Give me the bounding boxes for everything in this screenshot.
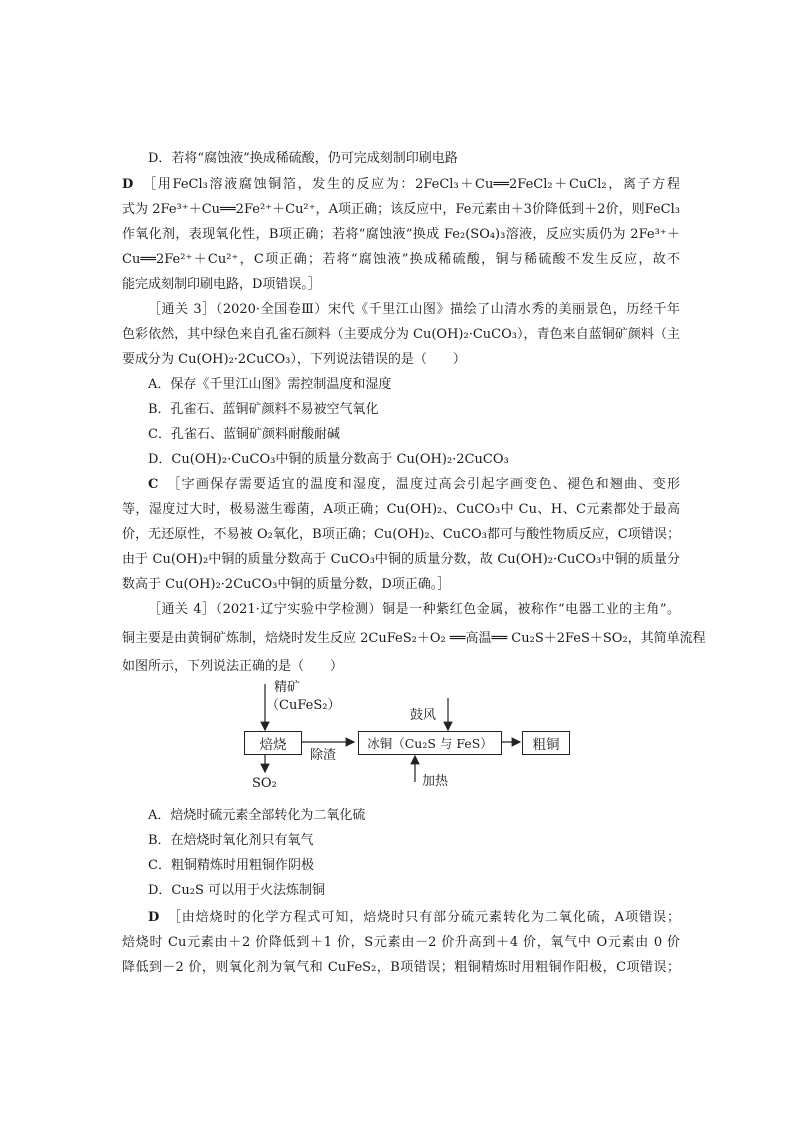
answer-q3-line-1: C ［字画保存需要适宜的温度和湿度，温度过高会引起字画变色、褪色和翘曲、变形 — [148, 477, 680, 492]
slag-label: 除渣 — [310, 748, 337, 763]
matte-box: 冰铜（Cu₂S 与 FeS） — [358, 731, 502, 755]
option-a-q4: A．焙烧时硫元素全部转化为二氧化硫 — [148, 808, 366, 823]
question-3-line-2: 色彩依然，其中绿色来自孔雀石颜料（主要成分为 Cu(OH)₂·CuCO₃），青色来自蓝铜矿颜料（主 — [122, 327, 680, 342]
ore-label: 精矿 — [274, 680, 301, 695]
answer-letter: D — [122, 177, 134, 192]
answer-q2-line-4: Cu══2Fe²⁺＋Cu²⁺，C项正确；若将“腐蚀液”换成稀硫酸，铜与稀硫酸不发生反应，故不 — [122, 252, 680, 267]
answer-q2-line-1: D ［用FeCl₃溶液腐蚀铜箔，发生的反应为：2FeCl₃＋Cu══2FeCl₂＋CuCl₂，离子方程 — [122, 177, 680, 192]
answer-q3-line-5: 数高于 Cu(OH)₂·2CuCO₃中铜的质量分数，D项正确。］ — [122, 577, 451, 592]
answer-q4-line-2: 焙烧时 Cu元素由＋2 价降低到＋1 价，S元素由－2 价升高到＋4 价，氧气中 O元素由 0 价 — [122, 935, 680, 950]
question-3-line-1: ［通关 3］（2020·全国卷Ⅲ）宋代《千里江山图》描绘了山清水秀的美丽景色，历经千年 — [148, 302, 680, 317]
question-4-line-2: 铜主要是由黄铜矿炼制，焙烧时发生反应 2CuFeS₂＋O₂ ══高温══ Cu₂S＋2FeS＋SO₂，其简单流程 — [122, 631, 706, 646]
answer-q2-line-3: 作氧化剂，表现氧化性，B项正确；若将“腐蚀液”换成 Fe₂(SO₄)₃溶液，反应实质仍为 2Fe³⁺＋ — [122, 227, 680, 242]
option-d-q2: D．若将“腐蚀液”换成稀硫酸，仍可完成刻制印刷电路 — [148, 151, 458, 166]
option-c-q3: C．孔雀石、蓝铜矿颜料耐酸耐碱 — [148, 427, 340, 442]
option-b-q3: B．孔雀石、蓝铜矿颜料不易被空气氧化 — [148, 402, 379, 417]
answer-q4-line-3: 降低到－2 价，则氧化剂为氧气和 CuFeS₂，B项错误；粗铜精炼时用粗铜作阳极，C项错误； — [122, 960, 680, 975]
answer-letter: C — [148, 477, 159, 492]
so2-label: SO₂ — [252, 776, 277, 791]
answer-q4-line-1: D ［由焙烧时的化学方程式可知，焙烧时只有部分硫元素转化为二氧化硫，A项错误； — [148, 910, 680, 925]
question-3-line-3: 要成分为 Cu(OH)₂·2CuCO₃），下列说法错误的是（ ） — [122, 352, 466, 367]
answer-q3-line-2: 等，湿度过大时，极易滋生霉菌，A项正确；Cu(OH)₂、CuCO₃中 Cu、H、C元素都处于最高 — [122, 502, 680, 517]
option-b-q4: B．在焙烧时氧化剂只有氧气 — [148, 833, 314, 848]
question-4-line-3: 如图所示，下列说法正确的是（ ） — [122, 659, 344, 674]
crude-copper-box: 粗铜 — [522, 731, 570, 755]
answer-q3-line-4: 由于 Cu(OH)₂中铜的质量分数高于 CuCO₃中铜的质量分数，故 Cu(OH)₂·CuCO₃中铜的质量分 — [122, 552, 680, 567]
option-d-q4: D．Cu₂S 可以用于火法炼制铜 — [148, 883, 325, 898]
question-4-line-1: ［通关 4］（2021·辽宁实验中学检测）铜是一种紫红色金属，被称作“电器工业的主角”。 — [148, 602, 680, 617]
ore-formula: （CuFeS₂） — [266, 698, 341, 713]
option-c-q4: C．粗铜精炼时用粗铜作阴极 — [148, 858, 314, 873]
answer-q3-line-3: 价，无还原性，不易被 O₂氧化，B项正确；Cu(OH)₂、CuCO₃都可与酸性物质反应，C项错误； — [122, 527, 680, 542]
flow-diagram — [240, 680, 580, 800]
option-d-q3: D．Cu(OH)₂·CuCO₃中铜的质量分数高于 Cu(OH)₂·2CuCO₃ — [148, 452, 509, 467]
option-a-q3: A．保存《千里江山图》需控制温度和湿度 — [148, 377, 392, 392]
roast-box: 焙烧 — [244, 731, 302, 755]
heat-label: 加热 — [422, 774, 449, 789]
answer-letter: D — [148, 910, 160, 925]
answer-q2-line-5: 能完成刻制印刷电路，D项错误。］ — [122, 277, 321, 292]
blow-label: 鼓风 — [410, 708, 437, 723]
answer-q2-line-2: 式为 2Fe³⁺＋Cu══2Fe²⁺＋Cu²⁺，A项正确；该反应中，Fe元素由＋3价降低到＋2价，则FeCl₃ — [122, 202, 680, 217]
